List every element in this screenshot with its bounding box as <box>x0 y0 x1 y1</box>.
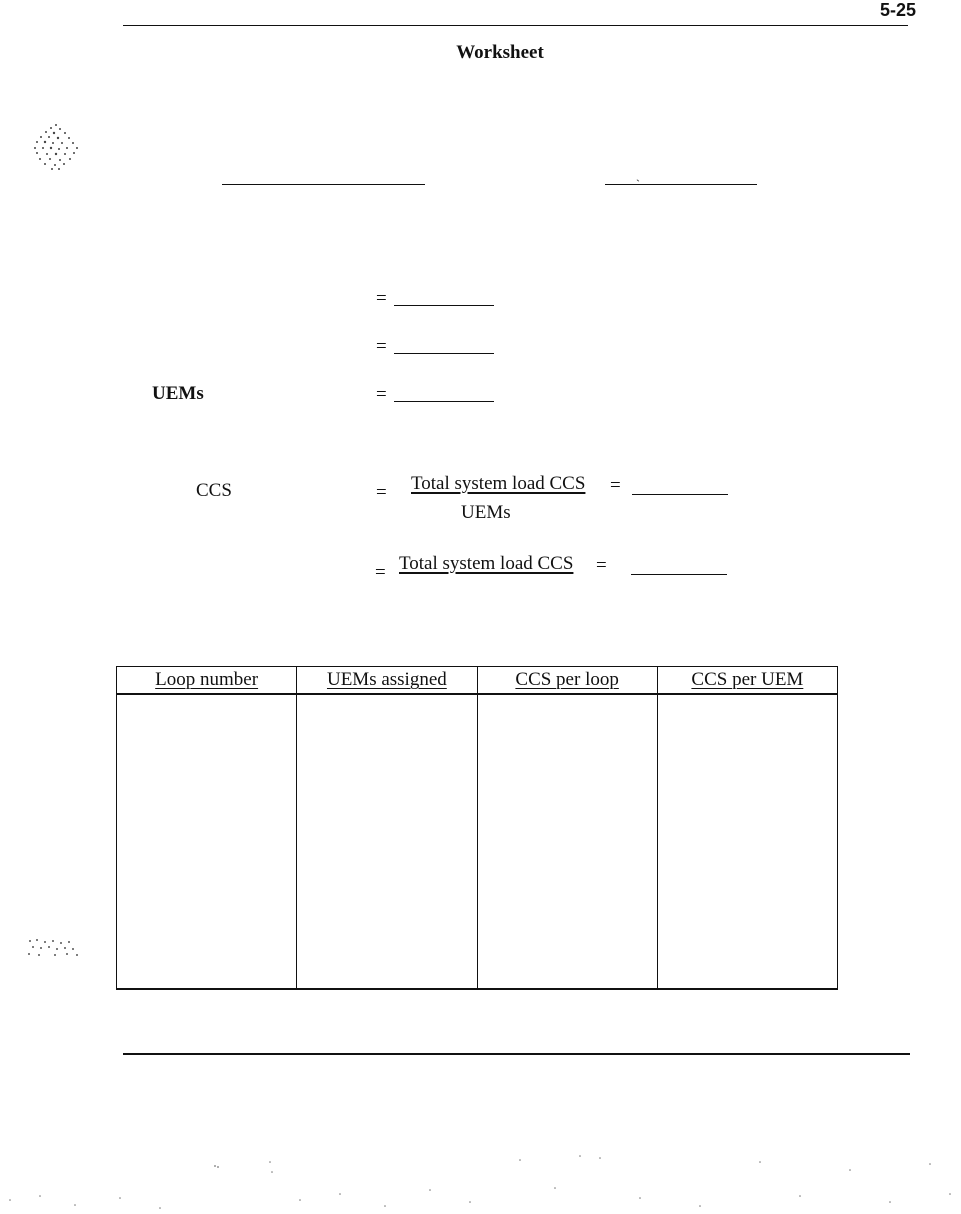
column-header: Loop number <box>117 667 297 695</box>
scan-speckle <box>27 120 85 172</box>
answer-blank[interactable] <box>394 401 494 402</box>
page-number: 5-25 <box>879 0 916 20</box>
table-row <box>117 694 838 989</box>
formula-numerator: Total system load CCS <box>399 553 574 574</box>
result-equals: = <box>596 555 607 576</box>
table-cell[interactable] <box>117 694 297 989</box>
table-header-row <box>117 667 838 695</box>
column-header: CCS per UEM <box>657 667 837 695</box>
loop-assignment-table <box>116 666 838 990</box>
column-header: UEMs assigned <box>297 667 477 695</box>
equals-sign: = <box>376 336 387 357</box>
footer-rule <box>123 1053 910 1055</box>
equals-sign: = <box>376 288 387 309</box>
answer-blank[interactable] <box>631 574 727 575</box>
table-cell[interactable] <box>477 694 657 989</box>
table-cell[interactable] <box>297 694 477 989</box>
scan-mark: ` <box>636 177 640 191</box>
uems-label: UEMs <box>152 383 204 404</box>
column-header: CCS per loop <box>477 667 657 695</box>
scan-speckle <box>25 937 83 961</box>
table-cell[interactable] <box>657 694 837 989</box>
answer-blank[interactable] <box>394 353 494 354</box>
entry-blank[interactable] <box>605 184 757 185</box>
equals-sign: = <box>376 482 387 503</box>
formula-denominator: UEMs <box>461 502 511 523</box>
formula-numerator: Total system load CCS <box>411 473 586 494</box>
result-equals: = <box>610 475 621 496</box>
ccs-label: CCS <box>196 480 232 501</box>
equals-sign: = <box>375 562 386 583</box>
scan-noise <box>0 1150 961 1214</box>
equals-sign: = <box>376 384 387 405</box>
answer-blank[interactable] <box>632 494 728 495</box>
worksheet-title: Worksheet <box>456 42 544 63</box>
header-rule <box>123 25 908 26</box>
entry-blank[interactable] <box>222 184 425 185</box>
answer-blank[interactable] <box>394 305 494 306</box>
